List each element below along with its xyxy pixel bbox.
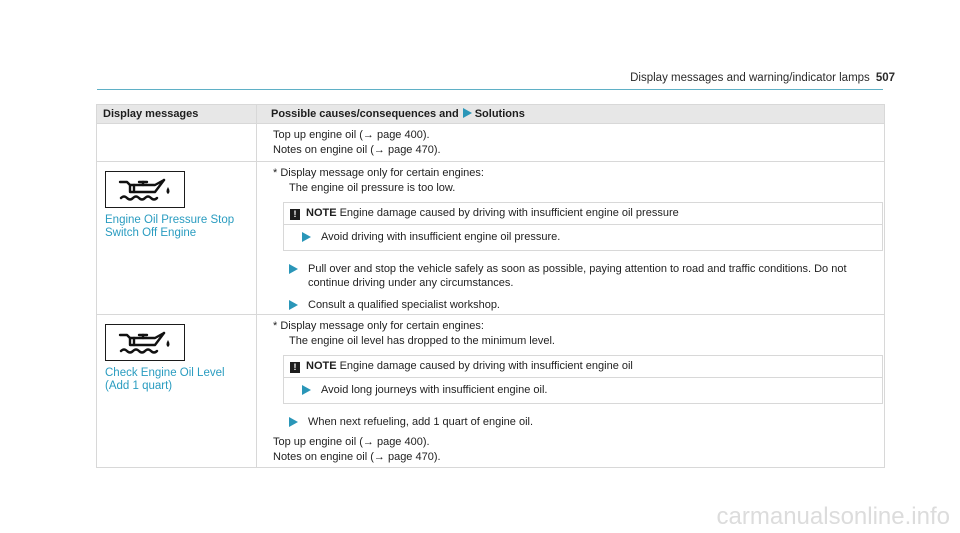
page-header (615, 72, 895, 84)
message-title (105, 367, 256, 393)
step-arrow-icon (302, 232, 311, 242)
note-label: NOTE (306, 207, 337, 219)
note-text: Engine damage caused by driving with insufficient engine oil (339, 360, 633, 372)
page-number: 507 (875, 72, 895, 84)
display-messages-table (96, 104, 885, 468)
step-arrow-icon (289, 264, 298, 274)
watermark: carmanualsonline.info (716, 503, 950, 530)
intro-line: * Display message only for certain engines: (273, 167, 484, 179)
note-step (284, 224, 882, 250)
note-header (284, 203, 882, 224)
causes-cell (257, 315, 885, 468)
header-rule (97, 89, 883, 90)
solution-step (283, 298, 884, 312)
continuation-cell (257, 124, 885, 162)
note-label: NOTE (306, 360, 337, 372)
table-header-row (97, 105, 885, 124)
solution-arrow-icon (463, 108, 472, 118)
link-notes-oil[interactable]: Notes on engine oil (→ page 470). (273, 451, 441, 463)
engine-oil-can-icon (105, 171, 185, 208)
note-step-text: Avoid long journeys with insufficient engine oil. (321, 384, 548, 396)
col-header-causes (257, 105, 885, 124)
solution-step-text: Pull over and stop the vehicle safely as soon as possible, paying attention to road and traffic conditions. Do not continue driving under any circumstances. (308, 263, 847, 289)
message-cell (97, 315, 257, 468)
note-step (284, 377, 882, 403)
solution-step-text: Consult a qualified specialist workshop. (308, 299, 500, 311)
solution-step (283, 262, 884, 290)
step-arrow-icon (289, 300, 298, 310)
solution-step (283, 415, 884, 429)
step-arrow-icon (289, 417, 298, 427)
message-title-line1: Engine Oil Pressure Stop (105, 214, 235, 226)
col-header-display-messages: Display messages (97, 105, 257, 124)
link-notes-oil[interactable]: Notes on engine oil (→ page 470). (273, 144, 441, 156)
note-box (283, 202, 883, 251)
link-top-up-oil[interactable]: Top up engine oil (→ page 400). (273, 436, 430, 448)
header-title: Display messages and warning/indicator lamps (630, 72, 870, 84)
note-text: Engine damage caused by driving with insufficient engine oil pressure (339, 207, 679, 219)
step-arrow-icon (302, 385, 311, 395)
note-box (283, 355, 883, 404)
link-top-up-oil[interactable]: Top up engine oil (→ page 400). (273, 129, 430, 141)
intro-cause: The engine oil level has dropped to the minimum level. (289, 335, 555, 347)
message-title (105, 214, 256, 240)
message-title-line2: Switch Off Engine (105, 227, 197, 239)
table-row (97, 315, 885, 468)
message-title-line2: (Add 1 quart) (105, 380, 173, 392)
message-title-line1: Check Engine Oil Level (105, 367, 225, 379)
note-step-text: Avoid driving with insufficient engine oil pressure. (321, 231, 561, 243)
col-header-causes-text: Possible causes/consequences and (271, 108, 459, 120)
continuation-cell-empty (97, 124, 257, 162)
warning-icon: ! (290, 209, 300, 220)
table-row (97, 162, 885, 315)
intro-line: * Display message only for certain engines: (273, 320, 484, 332)
intro-cause: The engine oil pressure is too low. (289, 182, 456, 194)
message-cell (97, 162, 257, 315)
causes-cell (257, 162, 885, 315)
engine-oil-can-icon (105, 324, 185, 361)
solution-step-text: When next refueling, add 1 quart of engine oil. (308, 416, 534, 428)
col-header-solutions-text: Solutions (474, 108, 525, 120)
table-row-continuation (97, 124, 885, 162)
note-header (284, 356, 882, 377)
warning-icon: ! (290, 362, 300, 373)
